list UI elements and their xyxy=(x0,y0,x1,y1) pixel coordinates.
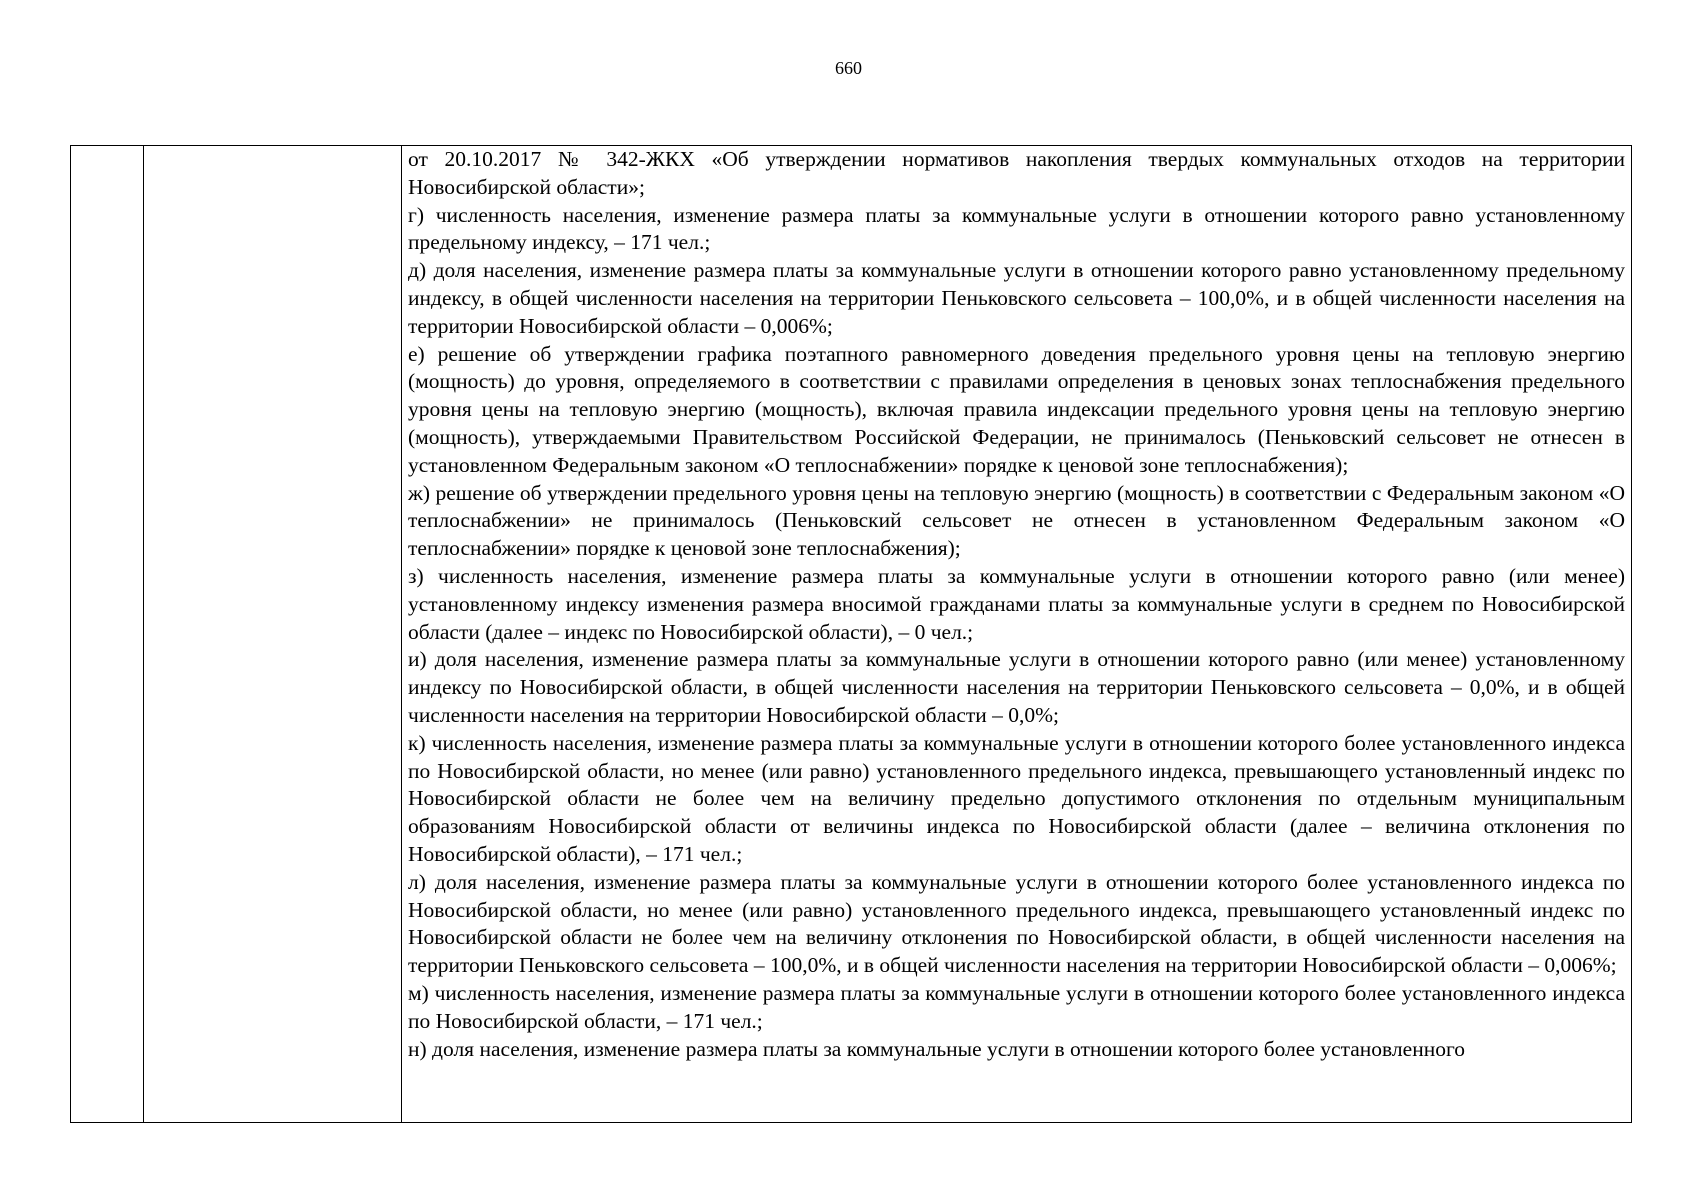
paragraph-d: д) доля населения, изменение размера платы за коммунальные услуги в отношении которого равно установленному предельному индексу, в общей численности населения на территории Пеньковского сельсовета – 100,0%, и в общей численности населения на территории Новосибирской области – 0,006%; xyxy=(408,258,1625,338)
paragraph-n: н) доля населения, изменение размера платы за коммунальные услуги в отношении которого более установленного xyxy=(408,1036,1465,1061)
paragraph-intro: от 20.10.2017 № 342-ЖКХ «Об утверждении нормативов накопления твердых коммунальных отходов на территории Новосибирской области»; xyxy=(408,147,1625,199)
table-cell-number xyxy=(71,146,144,1123)
page-number: 660 xyxy=(835,58,862,78)
table-cell-content xyxy=(402,146,1632,1123)
paragraph-zh: ж) решение об утверждении предельного уровня цены на тепловую энергию (мощность) в соответствии с Федеральным законом «О теплоснабжении» не принималось (Пеньковский сельсовет не отнесен в установленном Федеральным законом «О теплоснабжении» порядке к ценовой зоне теплоснабжения); xyxy=(408,480,1625,561)
paragraph-l: л) доля населения, изменение размера платы за коммунальные услуги в отношении которого более установленного индекса по Новосибирской области, но менее (или равно) установленного предельного индекса, превышающего установленный индекс по Новосибирской области не более чем на величину отклонения по Новосибирской области, в общей численности населения на территории Пеньковского сельсовета – 100,0%, и в общей численности населения на территории Новосибирской области – 0,006%; xyxy=(408,869,1625,978)
paragraph-z: з) численность населения, изменение размера платы за коммунальные услуги в отношении которого равно (или менее) установленному индексу изменения размера вносимой гражданами платы за коммунальные услуги в среднем по Новосибирской области (далее – индекс по Новосибирской области), – 0 чел.; xyxy=(408,563,1625,644)
paragraph-k: к) численность населения, изменение размера платы за коммунальные услуги в отношении которого более установленного индекса по Новосибирской области, но менее (или равно) установленного предельного индекса, превышающего установленный индекс по Новосибирской области не более чем на величину предельно допустимого отклонения по отдельным муниципальным образованиям Новосибирской области от величины индекса по Новосибирской области (далее – величина отклонения по Новосибирской области), – 171 чел.; xyxy=(408,730,1625,866)
paragraph-i: и) доля населения, изменение размера платы за коммунальные услуги в отношении которого равно (или менее) установленному индексу по Новосибирской области, в общей численности населения на территории Пеньковского сельсовета – 0,0%, и в общей численности населения на территории Новосибирской области – 0,0%; xyxy=(408,647,1625,727)
document-table xyxy=(70,145,1632,1123)
paragraph-g: г) численность населения, изменение размера платы за коммунальные услуги в отношении которого равно установленному предельному индексу, – 171 чел.; xyxy=(408,202,1625,255)
paragraph-m: м) численность населения, изменение размера платы за коммунальные услуги в отношении которого более установленного индекса по Новосибирской области, – 171 чел.; xyxy=(408,980,1625,1033)
table-row xyxy=(71,146,1632,1123)
table-cell-title xyxy=(144,146,402,1123)
paragraph-e: е) решение об утверждении графика поэтапного равномерного доведения предельного уровня цены на тепловую энергию (мощность) до уровня, определяемого в соответствии с правилами определения в ценовых зонах теплоснабжения предельного уровня цены на тепловую энергию (мощность), включая правила индексации предельного уровня цены на тепловую энергию (мощность), утверждаемыми Правительством Российской Федерации, не принималось (Пеньковский сельсовет не отнесен в установленном Федеральным законом «О теплоснабжении» порядке к ценовой зоне теплоснабжения); xyxy=(408,341,1625,477)
